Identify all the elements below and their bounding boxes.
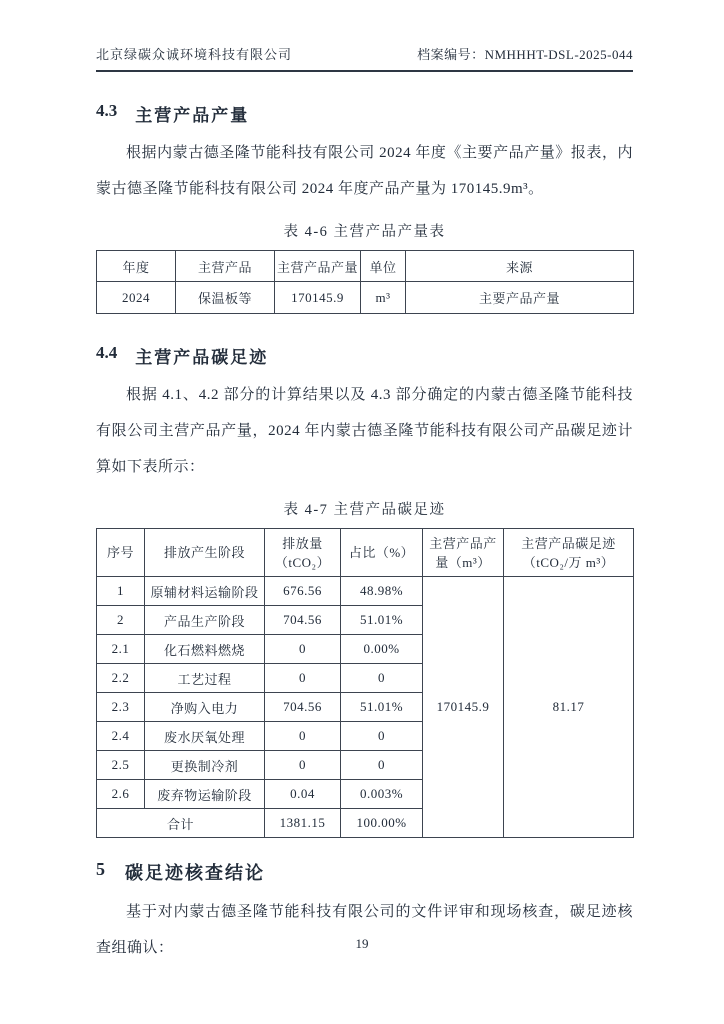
table-header-row — [97, 251, 634, 282]
cell-no: 2.5 — [97, 751, 145, 780]
cell-no: 2.1 — [97, 635, 145, 664]
header-emission — [265, 529, 341, 577]
header-emission-line2: （tCO₂） — [274, 554, 331, 570]
section-title: 主营产品碳足迹 — [135, 348, 269, 367]
page-header — [96, 44, 633, 72]
section-4-3-heading — [96, 101, 633, 126]
cell-no: 2.4 — [97, 722, 145, 751]
cell-emission: 676.56 — [265, 577, 341, 606]
cell-footprint-merged: 81.17 — [504, 577, 634, 838]
header-production-line2: 量（m³） — [435, 554, 491, 570]
cell-output: 170145.9 — [275, 282, 361, 314]
company-name: 北京绿碳众诚环境科技有限公司 — [96, 47, 293, 62]
cell-no: 2.2 — [97, 664, 145, 693]
carbon-footprint-table — [96, 528, 634, 838]
cell-stage: 原辅材料运输阶段 — [145, 577, 265, 606]
cell-stage: 产品生产阶段 — [145, 606, 265, 635]
header-no: 序号 — [97, 529, 145, 577]
header-year: 年度 — [97, 251, 176, 282]
section-4-3-paragraph: 根据内蒙古德圣隆节能科技有限公司 2024 年度《主要产品产量》报表，内蒙古德圣隆节能科技有限公司 2024 年度产品产量为 170145.9m³。 — [96, 145, 633, 197]
header-production-line1: 主营产品产 — [429, 535, 497, 551]
table-4-6-caption: 表 4-6 主营产品产量表 — [283, 224, 446, 240]
page-number: 19 — [355, 936, 369, 951]
cell-total-label: 合计 — [97, 809, 265, 838]
cell-share: 48.98% — [341, 577, 423, 606]
section-5-paragraph: 基于对内蒙古德圣隆节能科技有限公司的文件评审和现场核查，碳足迹核查组确认： — [96, 904, 633, 956]
cell-share: 0 — [341, 751, 423, 780]
cell-share: 0.003% — [341, 780, 423, 809]
section-title: 碳足迹核查结论 — [125, 863, 265, 883]
table-row — [97, 577, 634, 606]
archive-number-label: 档案编号： — [417, 47, 485, 62]
cell-source: 主要产品产量 — [406, 282, 634, 314]
header-share: 占比（%） — [341, 529, 423, 577]
section-number: 4.4 — [96, 343, 118, 362]
cell-stage: 净购入电力 — [145, 693, 265, 722]
header-stage: 排放产生阶段 — [145, 529, 265, 577]
header-main-product: 主营产品 — [176, 251, 275, 282]
cell-share: 0.00% — [341, 635, 423, 664]
cell-stage: 化石燃料燃烧 — [145, 635, 265, 664]
cell-emission: 0.04 — [265, 780, 341, 809]
section-5-heading — [96, 859, 633, 885]
header-footprint-line2: （tCO₂/万 m³） — [522, 554, 615, 570]
cell-no: 1 — [97, 577, 145, 606]
section-title: 主营产品产量 — [135, 106, 250, 125]
header-source: 来源 — [406, 251, 634, 282]
cell-share: 0 — [341, 664, 423, 693]
cell-stage: 废水厌氧处理 — [145, 722, 265, 751]
cell-emission: 0 — [265, 751, 341, 780]
cell-stage: 工艺过程 — [145, 664, 265, 693]
cell-no: 2 — [97, 606, 145, 635]
header-footprint — [504, 529, 634, 577]
cell-no: 2.6 — [97, 780, 145, 809]
cell-year: 2024 — [97, 282, 176, 314]
archive-number-value: NMHHHT-DSL-2025-044 — [484, 47, 633, 62]
cell-total-emission: 1381.15 — [265, 809, 341, 838]
table-4-7-caption: 表 4-7 主营产品碳足迹 — [283, 502, 446, 518]
cell-stage: 废弃物运输阶段 — [145, 780, 265, 809]
header-output: 主营产品产量 — [275, 251, 361, 282]
section-4-4-paragraph: 根据 4.1、4.2 部分的计算结果以及 4.3 部分确定的内蒙古德圣隆节能科技有限公司主营产品产量，2024 年内蒙古德圣隆节能科技有限公司产品碳足迹计算如下表所示： — [96, 387, 633, 475]
section-number: 4.3 — [96, 101, 118, 120]
product-output-table — [96, 250, 634, 314]
cell-no: 2.3 — [97, 693, 145, 722]
cell-emission: 704.56 — [265, 606, 341, 635]
table-header-row — [97, 529, 634, 577]
section-4-4-heading — [96, 343, 633, 368]
table-row — [97, 282, 634, 314]
header-unit: 单位 — [361, 251, 406, 282]
cell-stage: 更换制冷剂 — [145, 751, 265, 780]
page-content — [96, 44, 633, 966]
cell-main-product: 保温板等 — [176, 282, 275, 314]
cell-share: 51.01% — [341, 606, 423, 635]
cell-total-share: 100.00% — [341, 809, 423, 838]
section-number: 5 — [96, 859, 105, 879]
cell-emission: 0 — [265, 722, 341, 751]
cell-emission: 704.56 — [265, 693, 341, 722]
cell-share: 51.01% — [341, 693, 423, 722]
cell-production-merged: 170145.9 — [423, 577, 504, 838]
archive-number — [417, 44, 633, 63]
cell-share: 0 — [341, 722, 423, 751]
cell-emission: 0 — [265, 635, 341, 664]
header-emission-line1: 排放量 — [282, 535, 323, 551]
header-production — [423, 529, 504, 577]
cell-unit: m³ — [361, 282, 406, 314]
header-footprint-line1: 主营产品碳足迹 — [521, 535, 616, 551]
cell-emission: 0 — [265, 664, 341, 693]
